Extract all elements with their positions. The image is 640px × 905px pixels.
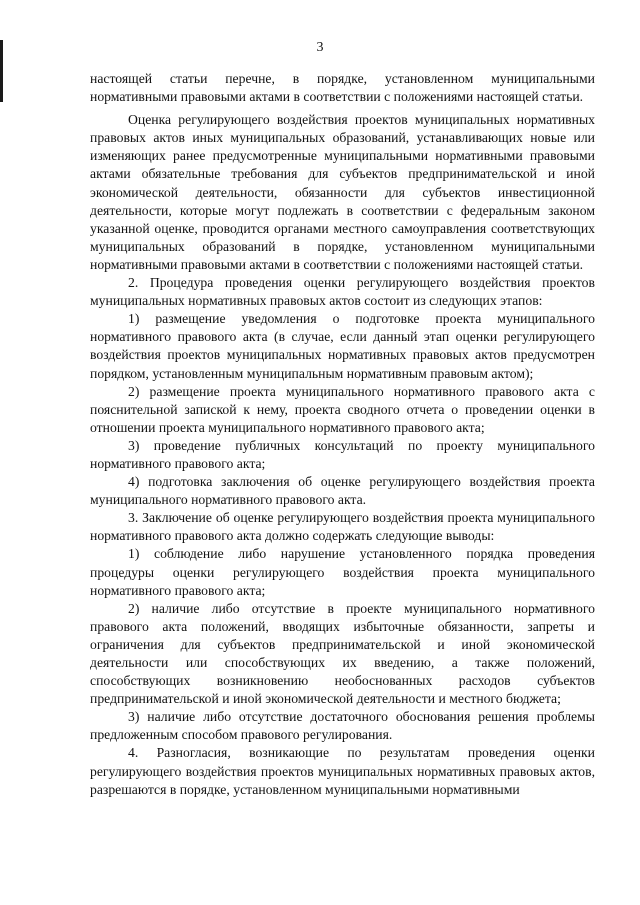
document-body <box>90 70 595 799</box>
paragraph-section-4: 4. Разногласия, возникающие по результатам проведения оценки регулирующего воздействия проектов муниципальных нормативных правовых актов, разрешаются в порядке, установленном муниципальными нормативными <box>90 745 595 797</box>
list-item-3-2: 2) наличие либо отсутствие в проекте муниципального нормативного правового акта положений, вводящих избыточные обязанности, запреты и ограничения для субъектов предпринимательской и иной экономической деятельности или способствующих их введению, а также положений, способствующих возникновению необоснованных расходов субъектов предпринимательской и иной экономической деятельности и местного бюджета; <box>90 600 595 707</box>
list-item-2-2: 2) размещение проекта муниципального нормативного правового акта с пояснительной запиской к нему, проекта сводного отчета о проведении оценки в отношении проекта муниципального нормативного правового акта; <box>90 383 595 435</box>
list-item-2-3: 3) проведение публичных консультаций по проекту муниципального нормативного правового акта; <box>90 437 595 471</box>
page-number: 3 <box>316 40 324 55</box>
paragraph-section-3: 3. Заключение об оценке регулирующего воздействия проекта муниципального нормативного правового акта должно содержать следующие выводы: <box>90 510 595 544</box>
list-item-3-1: 1) соблюдение либо нарушение установленного порядка проведения процедуры оценки регулирующего воздействия проекта муниципального нормативного правового акта; <box>90 546 595 598</box>
list-item-2-1: 1) размещение уведомления о подготовке проекта муниципального нормативного правового акта (в случае, если данный этап оценки регулирующего воздействия проектов муниципальных нормативных правовых актов предусмотрен порядком, установленным муниципальным нормативным правовым актом); <box>90 311 595 381</box>
list-item-3-3: 3) наличие либо отсутствие достаточного обоснования решения проблемы предложенным способом правового регулирования. <box>90 709 595 743</box>
paragraph-ria-other-municipalities: Оценка регулирующего воздействия проектов муниципальных нормативных правовых актов иных муниципальных образований, устанавливающих новые или изменяющих ранее предусмотренные муниципальными нормативными правовыми актами обязательные требования для субъектов предпринимательской и иной экономической деятельности, обязанности для субъектов инвестиционной деятельности, которые могут подлежать в соответствии с федеральным законом указанной оценке, проводится органами местного самоуправления соответствующих муниципальных образований в порядке, установленном муниципальными нормативными правовыми актами в соответствии с положениями настоящей статьи. <box>90 112 595 272</box>
list-item-2-4: 4) подготовка заключения об оценке регулирующего воздействия проекта муниципального нормативного правового акта. <box>90 474 595 508</box>
paragraph-section-2: 2. Процедура проведения оценки регулирующего воздействия проектов муниципальных нормативных правовых актов состоит из следующих этапов: <box>90 275 595 309</box>
paragraph-continuation: настоящей статьи перечне, в порядке, установленном муниципальными нормативными правовыми актами в соответствии с положениями настоящей статьи. <box>90 71 595 105</box>
